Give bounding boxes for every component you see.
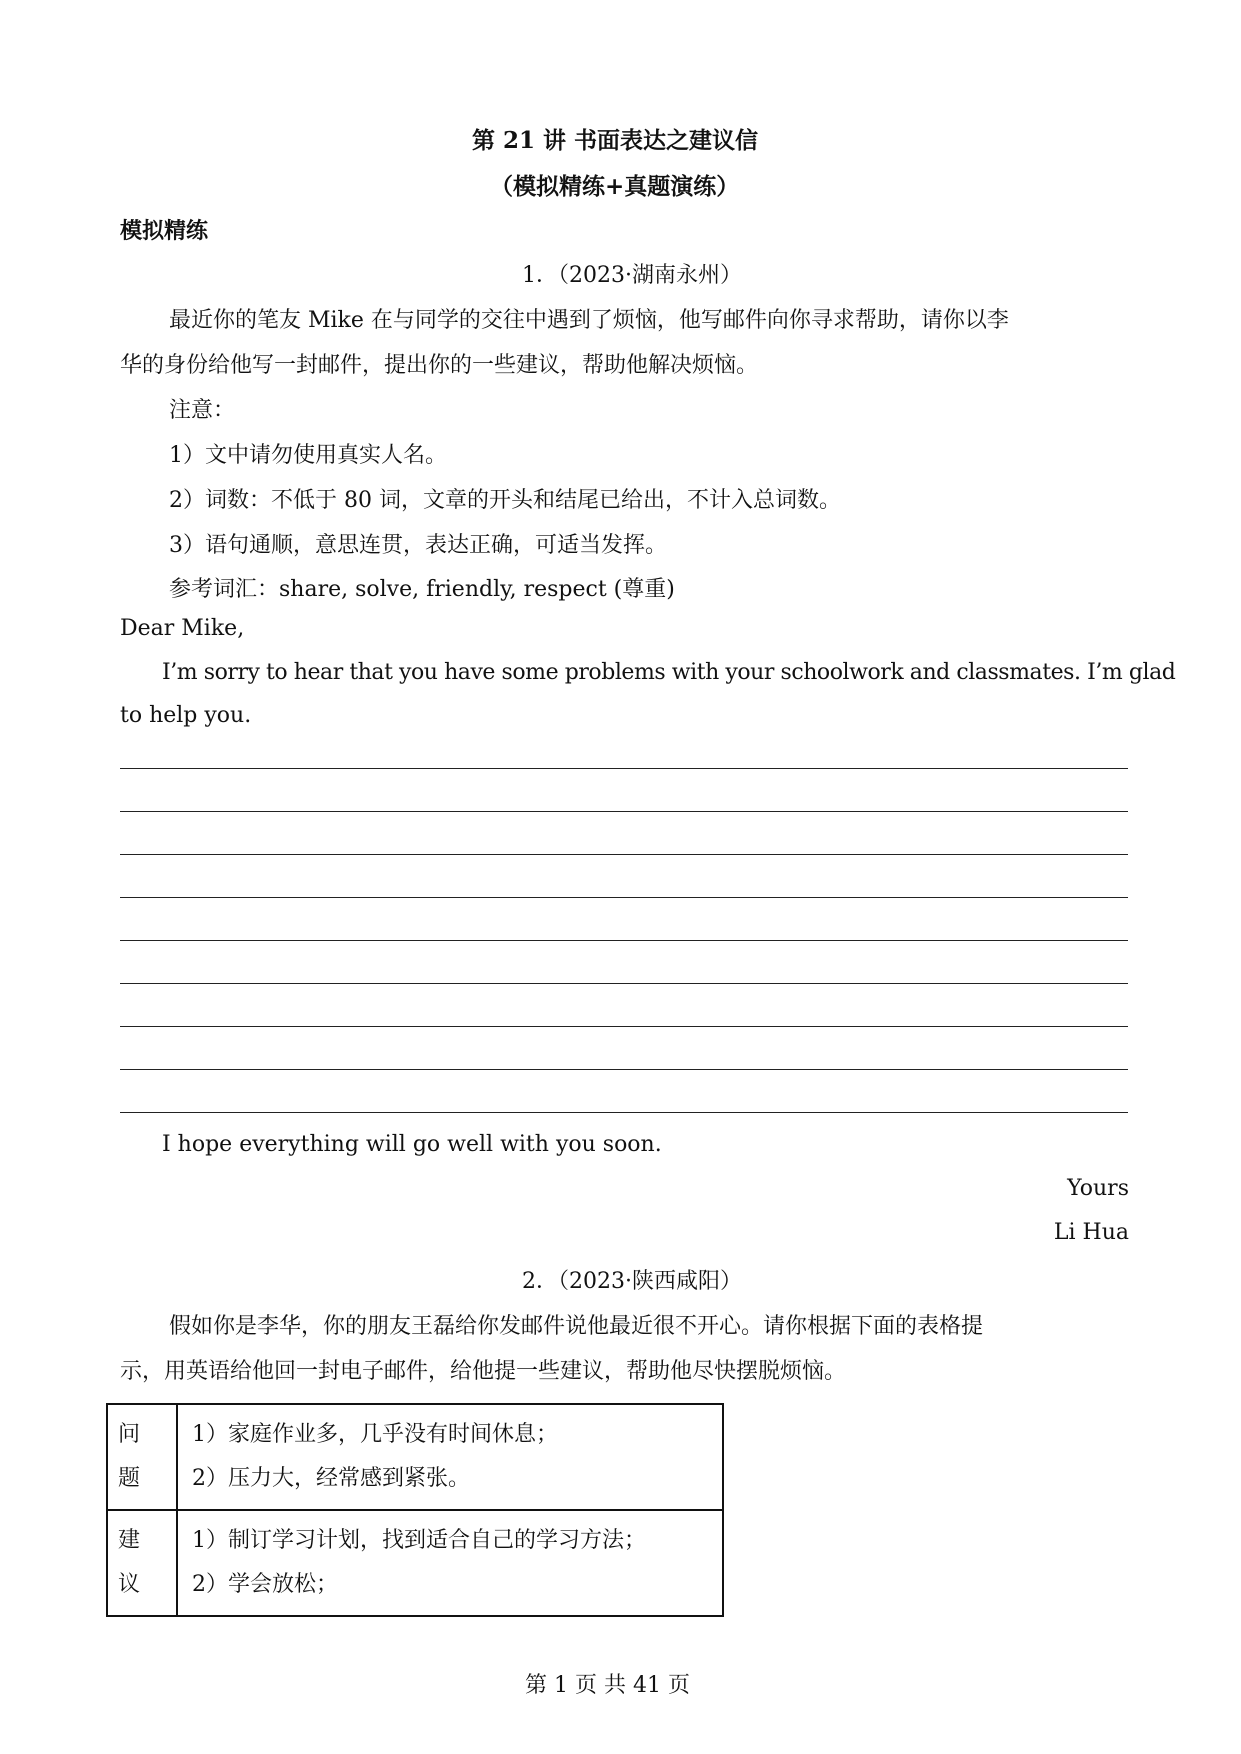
suggestions-cell — [177, 1510, 723, 1616]
letter-sign-off: Yours — [1067, 1176, 1129, 1201]
section-heading: 模拟精练 — [120, 218, 209, 244]
reference-vocabulary: 参考词汇：share, solve, friendly, respect (尊重) — [169, 577, 675, 602]
answer-line[interactable] — [120, 983, 1128, 984]
letter-closing: I hope everything will go well with you soon. — [162, 1132, 662, 1157]
answer-line[interactable] — [120, 1069, 1128, 1070]
problem-item: 2）压力大，经常感到紧张。 — [192, 1466, 470, 1491]
row-header-suggestions: 建 议 — [107, 1510, 177, 1616]
problem-item: 1）家庭作业多，几乎没有时间休息； — [192, 1422, 558, 1447]
letter-signature: Li Hua — [1053, 1220, 1129, 1245]
answer-line[interactable] — [120, 768, 1128, 769]
page-number: 第 1 页 共 41 页 — [525, 1673, 690, 1698]
answer-line[interactable] — [120, 1112, 1128, 1113]
rule-1: 1）文中请勿使用真实人名。 — [169, 443, 447, 468]
notice-label: 注意： — [169, 398, 236, 423]
rule-2: 2）词数：不低于 80 词，文章的开头和结尾已给出，不计入总词数。 — [169, 488, 841, 513]
letter-salutation: Dear Mike, — [120, 616, 245, 641]
letter-opening-line-1: I’m sorry to hear that you have some problems with your schoolwork and classmates. I’m glad — [162, 660, 1176, 685]
table-row — [107, 1404, 723, 1510]
rule-3: 3）语句通顺，意思连贯，表达正确，可适当发挥。 — [169, 533, 667, 558]
question-2-prompt-line-2: 示，用英语给他回一封电子邮件，给他提一些建议，帮助他尽快摆脱烦恼。 — [120, 1359, 847, 1384]
answer-line[interactable] — [120, 854, 1128, 855]
answer-line[interactable] — [120, 897, 1128, 898]
question-2-heading: 2．（2023·陕西咸阳） — [522, 1269, 742, 1294]
row-header-problems: 问 题 — [107, 1404, 177, 1510]
answer-line[interactable] — [120, 1026, 1128, 1027]
answer-line[interactable] — [120, 811, 1128, 812]
prompt-table — [106, 1403, 724, 1617]
answer-line[interactable] — [120, 940, 1128, 941]
question-1-heading: 1．（2023·湖南永州） — [522, 263, 742, 288]
question-2-prompt-line-1: 假如你是李华，你的朋友王磊给你发邮件说他最近很不开心。请你根据下面的表格提 — [169, 1314, 984, 1339]
suggestion-item: 2）学会放松； — [192, 1572, 338, 1597]
problems-cell — [177, 1404, 723, 1510]
table-row — [107, 1510, 723, 1616]
suggestion-item: 1）制订学习计划，找到适合自己的学习方法； — [192, 1528, 646, 1553]
question-1-prompt-line-1: 最近你的笔友 Mike 在与同学的交往中遇到了烦恼，他写邮件向你寻求帮助，请你以李 — [169, 308, 1009, 333]
lesson-subtitle: （模拟精练+真题演练） — [490, 173, 740, 200]
question-1-prompt-line-2: 华的身份给他写一封邮件，提出你的一些建议，帮助他解决烦恼。 — [120, 353, 759, 378]
letter-opening-line-2: to help you. — [120, 703, 252, 728]
lesson-title: 第 21 讲 书面表达之建议信 — [472, 127, 759, 154]
